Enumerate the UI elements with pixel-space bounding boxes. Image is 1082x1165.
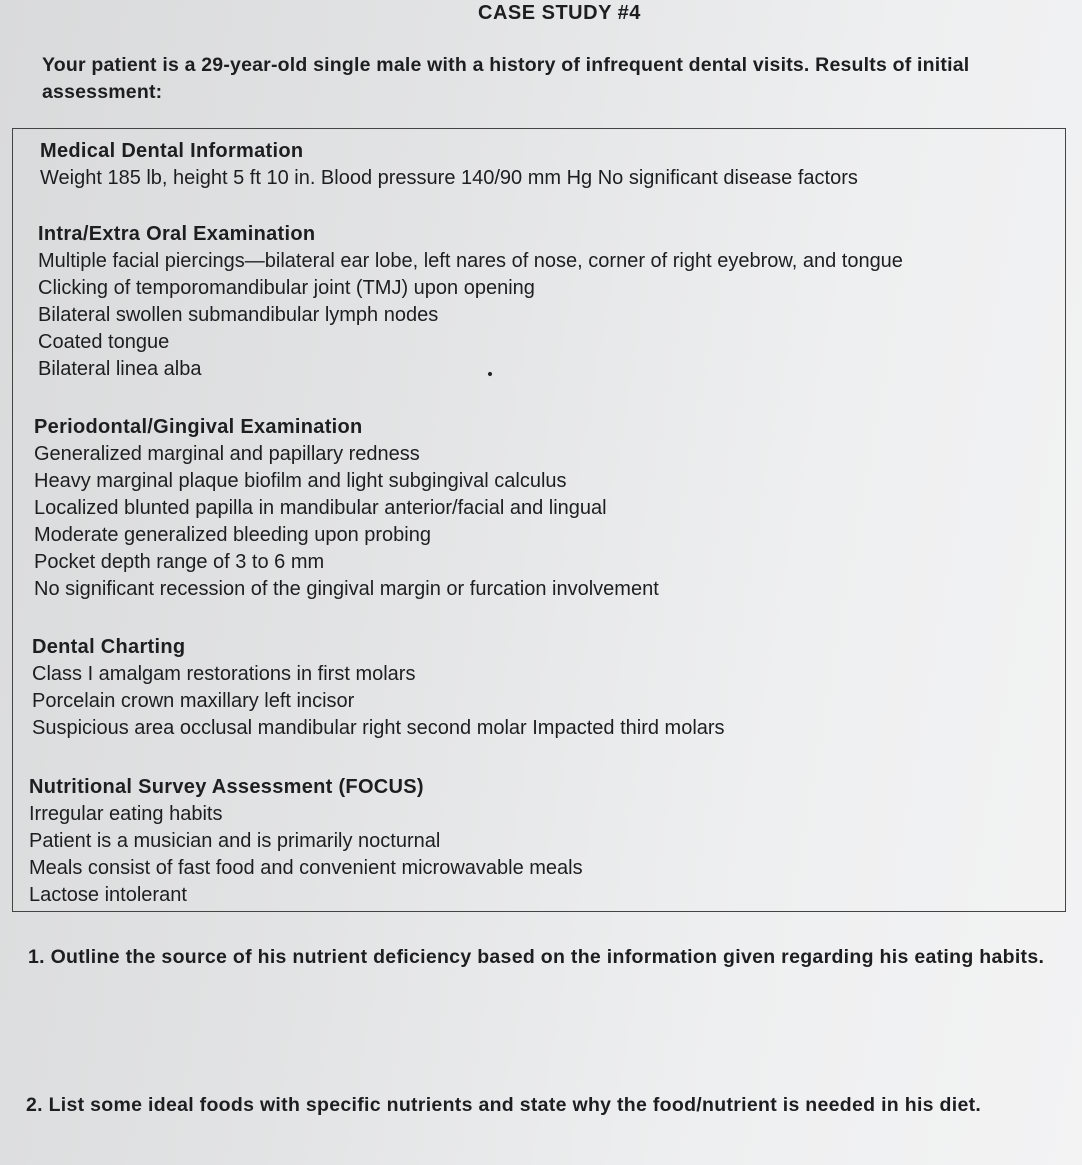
section-item: Localized blunted papilla in mandibular anterior/facial and lingual [34,497,607,519]
section-item: Multiple facial piercings—bilateral ear lobe, left nares of nose, corner of right eyebrow, and tongue [38,250,903,272]
section-item: Lactose intolerant [29,884,187,906]
section-item: No significant recession of the gingival margin or furcation involvement [34,578,659,600]
section-dental-charting [32,634,725,742]
section-item: Clicking of temporomandibular joint (TMJ) upon opening [38,277,535,299]
section-item: Coated tongue [38,331,170,353]
section-item: Moderate generalized bleeding upon probing [34,524,431,546]
section-item: Pocket depth range of 3 to 6 mm [34,551,325,573]
section-heading: Periodontal/Gingival Examination [34,416,363,438]
section-item: Generalized marginal and papillary redness [34,443,420,465]
section-item: Bilateral linea alba [38,358,202,380]
section-item: Patient is a musician and is primarily nocturnal [29,830,441,852]
intro-paragraph: Your patient is a 29-year-old single male with a history of infrequent dental visits. Results of initial assessment: [42,54,970,103]
section-item: Suspicious area occlusal mandibular right second molar Impacted third molars [32,717,725,739]
section-item: Weight 185 lb, height 5 ft 10 in. Blood pressure 140/90 mm Hg No significant disease factors [40,167,858,189]
section-item: Meals consist of fast food and convenient microwavable meals [29,857,583,879]
section-medical-dental-information [40,138,858,192]
section-heading: Intra/Extra Oral Examination [38,223,316,245]
section-item: Heavy marginal plaque biofilm and light subgingival calculus [34,470,567,492]
page-title: CASE STUDY #4 [478,2,641,24]
section-nutritional-survey-assessment [29,774,583,909]
section-periodontal-gingival-examination [34,414,659,603]
section-item: Class I amalgam restorations in first molars [32,663,416,685]
section-heading: Medical Dental Information [40,140,304,162]
section-item: Porcelain crown maxillary left incisor [32,690,355,712]
question-2: 2. List some ideal foods with specific nutrients and state why the food/nutrient is needed in his diet. [26,1094,982,1116]
section-item: Irregular eating habits [29,803,223,825]
section-heading: Nutritional Survey Assessment (FOCUS) [29,776,424,798]
section-item: Bilateral swollen submandibular lymph nodes [38,304,439,326]
section-heading: Dental Charting [32,636,186,658]
section-intra-extra-oral-examination [38,221,903,383]
question-1: 1. Outline the source of his nutrient deficiency based on the information given regarding his eating habits. [28,946,1045,968]
